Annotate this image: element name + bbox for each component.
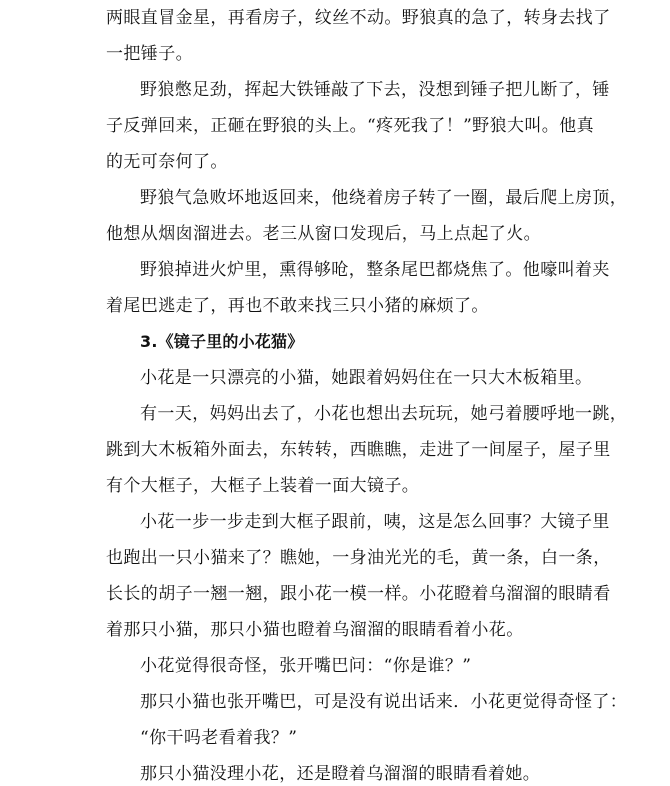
paragraph-start: 那只小猫没理小花，还是瞪着乌溜溜的眼睛看着她。 [140, 764, 541, 784]
paragraph-start: 野狼掉进火炉里，熏得够呛，整条尾巴都烧焦了。他嚎叫着夹 [140, 260, 610, 280]
text-line: 着尾巴逃走了，再也不敢来找三只小猪的麻烦了。 [106, 296, 489, 316]
text-line: 子反弹回来，正砸在野狼的头上。“疼死我了！”野狼大叫。他真 [106, 116, 594, 136]
paragraph-start: 小花一步一步走到大框子跟前，咦，这是怎么回事？大镜子里 [140, 512, 610, 532]
text-line: 也跑出一只小猫来了？瞧她，一身油光光的毛，黄一条，白一条， [106, 548, 611, 568]
text-line: 着那只小猫，那只小猫也瞪着乌溜溜的眼睛看着小花。 [106, 620, 524, 640]
paragraph-start: “你干吗老看着我？” [140, 728, 298, 748]
text-line: 跳到大木板箱外面去，东转转，西瞧瞧，走进了一间屋子，屋子里 [106, 440, 611, 460]
text-line: 有个大框子，大框子上装着一面大镜子。 [106, 476, 420, 496]
text-line: 两眼直冒金星，再看房子，纹丝不动。野狼真的急了，转身去找了 [106, 8, 611, 28]
paragraph-start: 那只小猫也张开嘴巴，可是没有说出话来．小花更觉得奇怪了： [140, 692, 628, 712]
section-heading: 3.《镜子里的小花猫》 [140, 332, 304, 351]
text-line: 他想从烟囱溜进去。老三从窗口发现后，马上点起了火。 [106, 224, 541, 244]
text-line: 的无可奈何了。 [106, 152, 228, 172]
paragraph-start: 野狼气急败坏地返回来，他绕着房子转了一圈，最后爬上房顶， [140, 188, 628, 208]
paragraph-start: 野狼憋足劲，挥起大铁锤敲了下去，没想到锤子把儿断了，锤 [140, 80, 610, 100]
paragraph-start: 有一天，妈妈出去了，小花也想出去玩玩，她弓着腰呼地一跳， [140, 404, 628, 424]
paragraph-start: 小花是一只漂亮的小猫，她跟着妈妈住在一只大木板箱里。 [140, 368, 593, 388]
text-line: 长长的胡子一翘一翘，跟小花一模一样。小花瞪着乌溜溜的眼睛看 [106, 584, 611, 604]
paragraph-start: 小花觉得很奇怪，张开嘴巴问：“你是谁？” [140, 656, 472, 676]
text-line: 一把锤子。 [106, 44, 193, 64]
